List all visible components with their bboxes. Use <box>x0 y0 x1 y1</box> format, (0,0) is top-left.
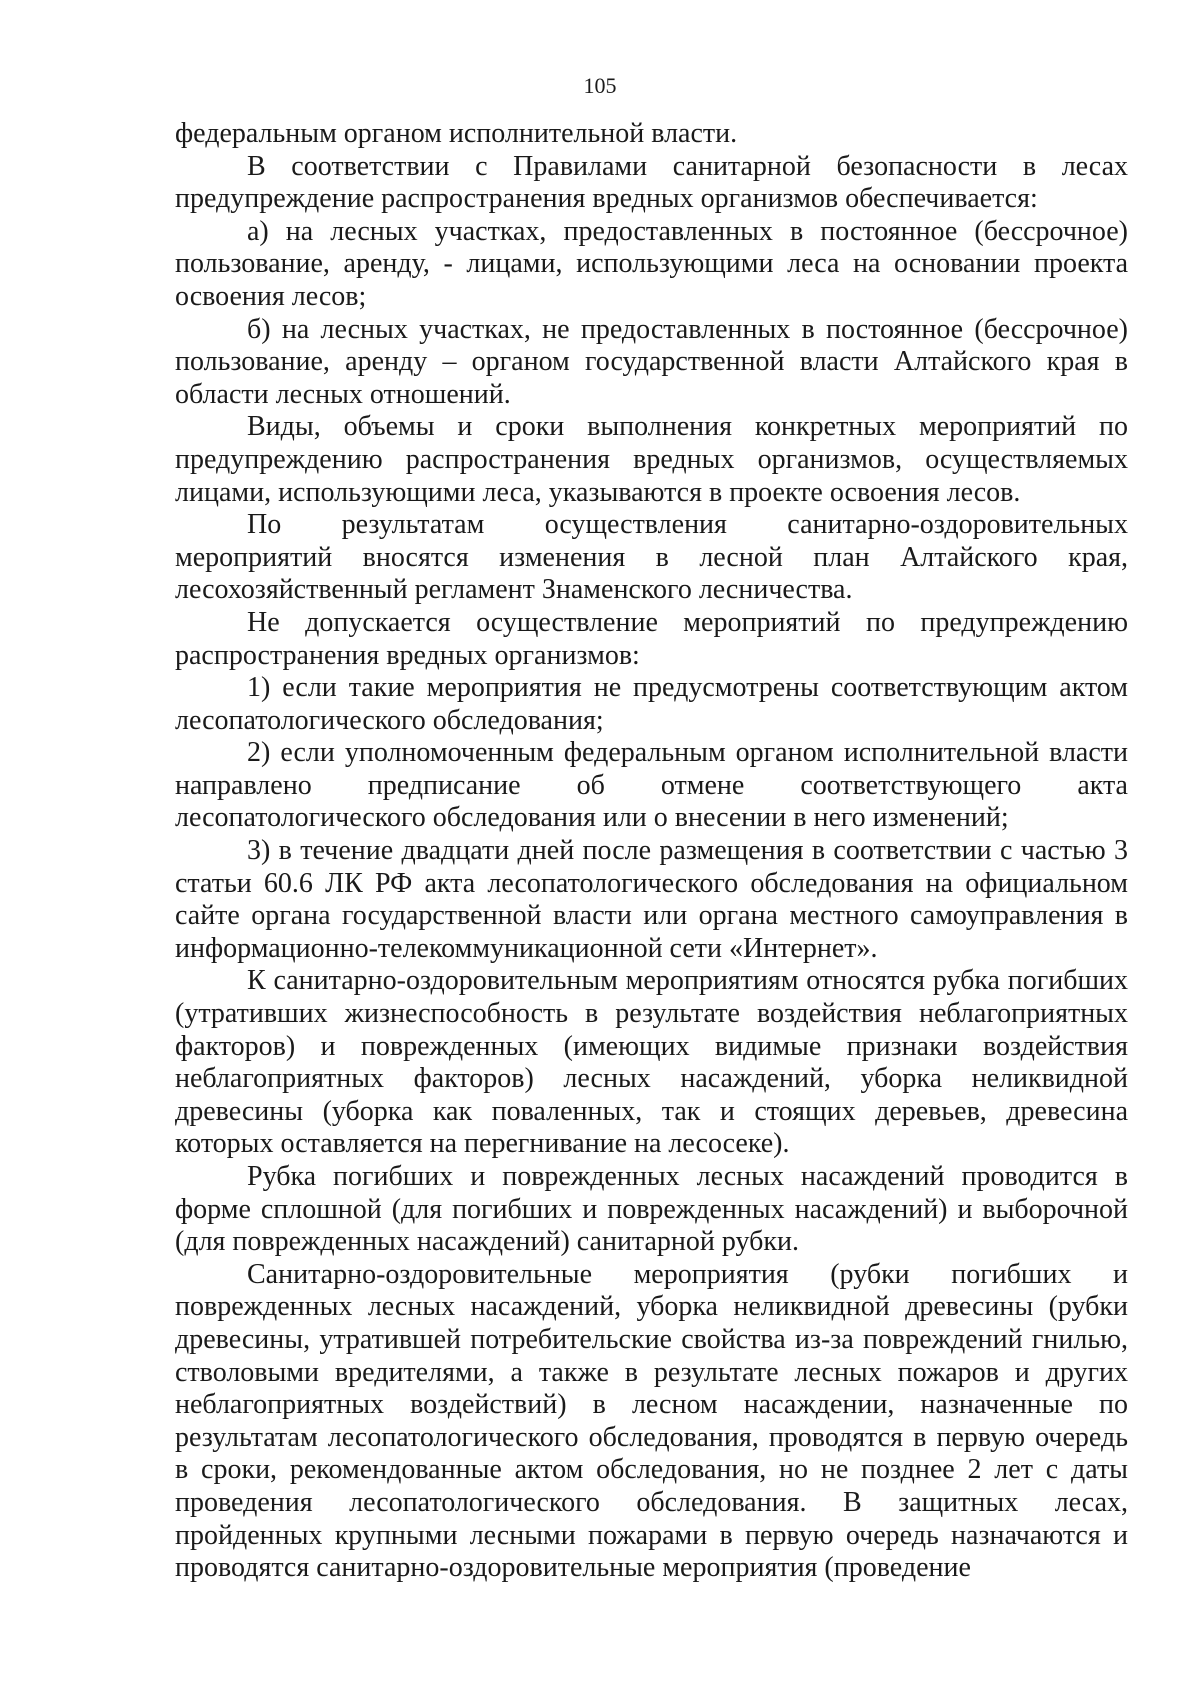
paragraph-11: К санитарно-оздоровительным мероприятиям относятся рубка погибших (утративших жизнеспособность в результате воздействия неблагоприятных факторов) и поврежденных (имеющих видимые признаки воздействия неблагоприятных факторов) лесных насаждений, уборка неликвидной древесины (уборка как поваленных, так и стоящих деревьев, древесина которых оставляется на перегнивание на лесосеке). <box>175 965 1128 1160</box>
paragraph-9: 2) если уполномоченным федеральным органом исполнительной власти направлено предписание об отмене соответствующего акта лесопатологического обследования или о внесении в него изменений; <box>175 737 1128 834</box>
paragraph-12: Рубка погибших и поврежденных лесных насаждений проводится в форме сплошной (для погибших и поврежденных насаждений) и выборочной (для поврежденных насаждений) санитарной рубки. <box>175 1161 1128 1258</box>
paragraph-1: федеральным органом исполнительной власти. <box>175 118 738 149</box>
paragraph-10: 3) в течение двадцати дней после размещения в соответствии с частью 3 статьи 60.6 ЛК РФ акта лесопатологического обследования на официальном сайте органа государственной власти или органа местного самоуправления в информационно-телекоммуникационной сети «Интернет». <box>175 835 1128 964</box>
page-number: 105 <box>583 73 617 98</box>
paragraph-8: 1) если такие мероприятия не предусмотрены соответствующим актом лесопатологического обследования; <box>175 672 1128 736</box>
paragraph-4: б) на лесных участках, не предоставленных в постоянное (бессрочное) пользование, аренду – органом государственной власти Алтайского края в области лесных отношений. <box>175 313 1128 410</box>
paragraph-3: а) на лесных участках, предоставленных в постоянное (бессрочное) пользование, аренду, - лицами, использующими леса на основании проекта освоения лесов; <box>175 215 1128 312</box>
paragraph-7: Не допускается осуществление мероприятий по предупреждению распространения вредных организмов: <box>175 606 1128 671</box>
paragraph-5: Виды, объемы и сроки выполнения конкретных мероприятий по предупреждению распространения вредных организмов, осуществляемых лицами, использующими леса, указываются в проекте освоения лесов. <box>175 411 1128 508</box>
paragraph-6: По результатам осуществления санитарно-оздоровительных мероприятий вносятся изменения в лесной план Алтайского края, лесохозяйственный регламент Знаменского лесничества. <box>175 509 1128 606</box>
paragraph-13: Санитарно-оздоровительные мероприятия (рубки погибших и поврежденных лесных насаждений, уборка неликвидной древесины (рубки древесины, утратившей потребительские свойства из-за повреждений гнилью, стволовыми вредителями, а также в результате лесных пожаров и других неблагоприятных воздействий) в лесном насаждении, назначенные по результатам лесопатологического обследования, проводятся в первую очередь в сроки, рекомендованные актом обследования, но не позднее 2 лет с даты проведения лесопатологического обследования. В защитных лесах, пройденных крупными лесными пожарами в первую очередь назначаются и проводятся санитарно-оздоровительные мероприятия (проведение <box>175 1258 1128 1584</box>
body-text <box>175 118 1128 1585</box>
paragraph-2: В соответствии с Правилами санитарной безопасности в лесах предупреждение распространения вредных организмов обеспечивается: <box>175 150 1128 215</box>
